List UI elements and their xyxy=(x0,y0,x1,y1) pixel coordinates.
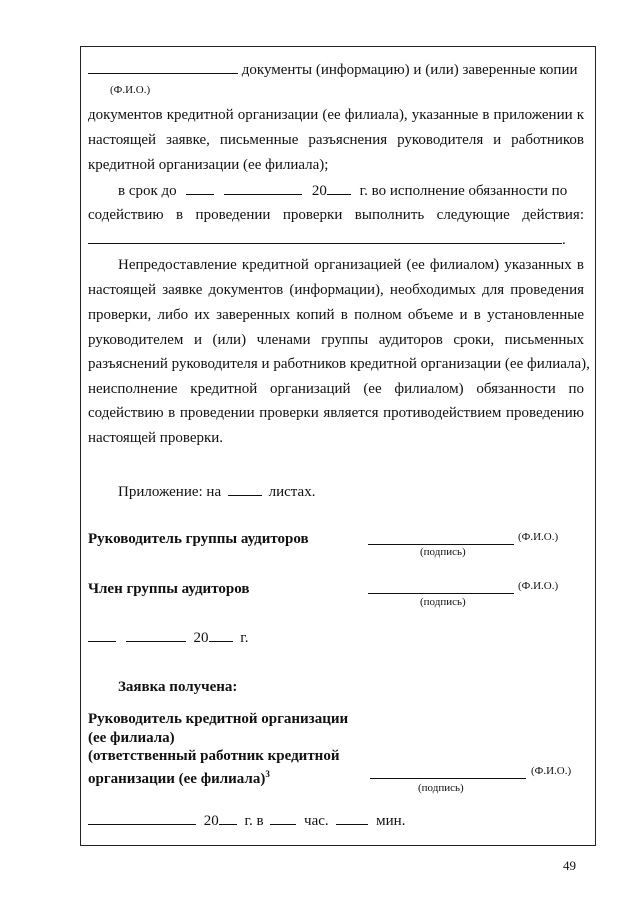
year-prefix: 20 xyxy=(311,183,327,199)
fio-caption: (Ф.И.О.) xyxy=(110,84,151,96)
head-fio: (Ф.И.О.) xyxy=(518,531,559,543)
para2-line-6: неисполнение кредитной организаций (ее филиалом) обязанности по xyxy=(88,381,584,397)
hour-blank xyxy=(270,811,296,825)
line-7-end: . xyxy=(562,232,566,248)
attachment-prefix: Приложение: на xyxy=(118,484,222,500)
date-year-prefix: 20 xyxy=(193,630,209,646)
month-blank xyxy=(224,181,302,195)
actions-blank xyxy=(88,230,562,244)
member-signature-line xyxy=(368,592,514,594)
line-7 xyxy=(88,230,566,249)
deadline-suffix: г. во исполнение обязанности по xyxy=(359,183,568,199)
received-datetime-line xyxy=(88,811,405,830)
manager-podpis: (подпись) xyxy=(418,782,464,794)
hour-label: час. xyxy=(304,813,329,829)
manager-line-3: (ответственный работник кредитной xyxy=(88,748,340,764)
deadline-prefix: в срок до xyxy=(118,183,177,199)
para2-line-7: содействию в проведении проверки является противодействием проведению xyxy=(88,405,584,421)
head-signature-line xyxy=(368,543,514,545)
minute-blank xyxy=(336,811,368,825)
manager-line-2: (ее филиала) xyxy=(88,730,175,746)
head-podpis: (подпись) xyxy=(420,546,466,558)
line-3: настоящей заявке, письменные разъяснения руководителя и работников xyxy=(88,132,584,148)
manager-line-4-text: организации (ее филиала) xyxy=(88,771,266,787)
date-day-blank xyxy=(88,628,116,642)
manager-line-1: Руководитель кредитной организации xyxy=(88,711,349,727)
received-label: Заявка получена: xyxy=(118,679,238,695)
attachment-line xyxy=(118,482,315,501)
page-number: 49 xyxy=(563,858,576,873)
manager-line-4 xyxy=(88,765,270,788)
minute-label: мин. xyxy=(376,813,406,829)
year-blank xyxy=(327,181,351,195)
line-6: содействию в проведении проверки выполнить следующие действия: xyxy=(88,207,584,223)
attachment-suffix: листах. xyxy=(268,484,316,500)
name-blank xyxy=(88,60,238,74)
footnote-mark: 3 xyxy=(265,769,270,779)
date-suffix: г. xyxy=(240,630,249,646)
para2-line-8: настоящей проверки. xyxy=(88,430,224,446)
member-auditor-label: Член группы аудиторов xyxy=(88,581,250,597)
member-podpis: (подпись) xyxy=(420,596,466,608)
line-4: кредитной организации (ее филиала); xyxy=(88,157,329,173)
day-blank xyxy=(186,181,214,195)
para2-line-1: Непредоставление кредитной организацией (ее филиалом) указанных в xyxy=(118,257,584,273)
sheets-blank xyxy=(228,482,262,496)
date-year-blank xyxy=(209,628,233,642)
recv-date-blank xyxy=(88,811,196,825)
line-1-text: документы (информацию) и (или) заверенные копии xyxy=(241,62,578,78)
para2-line-2: настоящей заявке документов (информации), необходимых для проведения xyxy=(88,282,584,298)
date-line xyxy=(88,628,248,647)
manager-fio: (Ф.И.О.) xyxy=(531,765,572,777)
line-1 xyxy=(88,60,578,79)
recv-year-blank xyxy=(219,811,237,825)
recv-year-suffix: г. в xyxy=(244,813,264,829)
para2-line-4: руководителем и (или) членами группы аудиторов сроки, письменных xyxy=(88,332,584,348)
deadline-line xyxy=(118,181,567,200)
member-fio: (Ф.И.О.) xyxy=(518,580,559,592)
para2-line-5: разъяснений руководителя и работников кредитной организации (ее филиала), xyxy=(88,356,590,372)
line-2: документов кредитной организации (ее филиала), указанные в приложении к xyxy=(88,107,584,123)
date-month-blank xyxy=(126,628,186,642)
manager-signature-line xyxy=(370,777,526,779)
head-auditor-label: Руководитель группы аудиторов xyxy=(88,531,309,547)
para2-line-3: проверки, либо их заверенных копий в полном объеме и в установленные xyxy=(88,307,584,323)
recv-year-prefix: 20 xyxy=(203,813,219,829)
